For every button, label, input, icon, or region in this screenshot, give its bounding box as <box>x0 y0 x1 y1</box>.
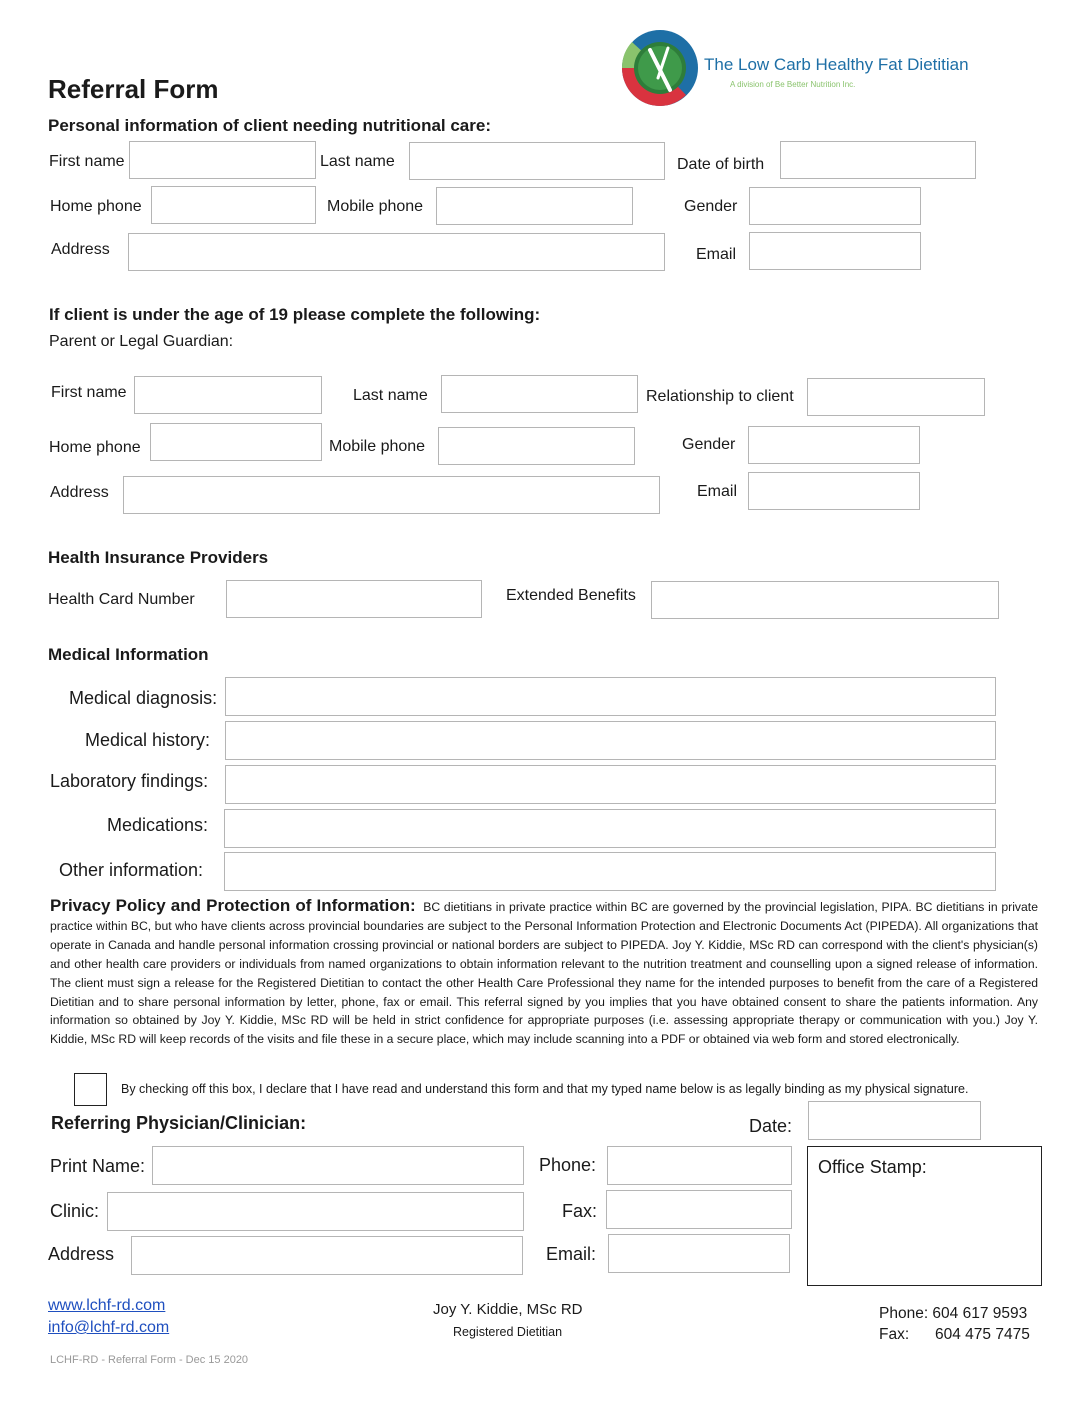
print-name-label: Print Name: <box>50 1156 146 1176</box>
medications-label: Medications: <box>107 815 209 835</box>
client-dob-label: Date of birth <box>677 156 765 173</box>
other-info-field[interactable] <box>224 852 996 891</box>
dietitian-role: Registered Dietitian <box>453 1325 563 1339</box>
medical-diagnosis-label: Medical diagnosis: <box>69 688 218 708</box>
client-home-phone-label: Home phone <box>50 198 142 215</box>
medical-history-label: Medical history: <box>85 730 211 750</box>
fax-label: Fax: <box>562 1201 598 1221</box>
guardian-subheading: Parent or Legal Guardian: <box>49 333 234 350</box>
email-link[interactable]: info@lchf-rd.com <box>48 1319 170 1336</box>
phone-label: Phone: <box>539 1155 597 1175</box>
guardian-relationship-field[interactable] <box>807 378 985 416</box>
client-first-name-field[interactable] <box>129 141 316 179</box>
guardian-first-name-label: First name <box>51 384 127 401</box>
client-gender-label: Gender <box>684 198 738 215</box>
guardian-section-heading: If client is under the age of 19 please complete the following: <box>49 305 541 324</box>
client-section-heading: Personal information of client needing nutritional care: <box>48 116 491 135</box>
website-link[interactable]: www.lchf-rd.com <box>48 1297 166 1314</box>
fax-field[interactable] <box>606 1190 792 1229</box>
guardian-email-label: Email <box>697 483 738 500</box>
referring-email-label: Email: <box>546 1244 597 1264</box>
other-info-label: Other information: <box>59 860 204 880</box>
referring-address-label: Address <box>48 1244 115 1264</box>
client-last-name-label: Last name <box>320 153 395 170</box>
medications-field[interactable] <box>224 809 996 848</box>
office-stamp-label: Office Stamp: <box>818 1157 927 1177</box>
logo-name: The Low Carb Healthy Fat Dietitian <box>704 55 969 74</box>
medical-heading: Medical Information <box>48 645 209 664</box>
guardian-last-name-field[interactable] <box>441 375 638 413</box>
client-email-field[interactable] <box>749 232 921 270</box>
client-home-phone-field[interactable] <box>151 186 316 224</box>
medical-diagnosis-field[interactable] <box>225 677 996 716</box>
guardian-relationship-label: Relationship to client <box>646 388 794 405</box>
guardian-last-name-label: Last name <box>353 387 428 404</box>
dietitian-name: Joy Y. Kiddie, MSc RD <box>433 1301 583 1318</box>
document-id: LCHF-RD - Referral Form - Dec 15 2020 <box>50 1354 249 1366</box>
privacy-title: Privacy Policy and Protection of Information: <box>50 896 416 915</box>
referring-email-field[interactable] <box>608 1234 790 1273</box>
office-stamp-box[interactable] <box>807 1146 1042 1286</box>
guardian-mobile-phone-label: Mobile phone <box>329 438 426 455</box>
guardian-mobile-phone-field[interactable] <box>438 427 635 465</box>
lab-findings-field[interactable] <box>225 765 996 804</box>
client-gender-field[interactable] <box>749 187 921 225</box>
guardian-address-field[interactable] <box>123 476 660 514</box>
page-title: Referral Form <box>48 74 219 104</box>
clinic-label: Clinic: <box>50 1201 100 1221</box>
consent-text: By checking off this box, I declare that I have read and understand this form and that my typed name below is as legally binding as my physical signature. <box>121 1082 969 1096</box>
health-card-field[interactable] <box>226 580 482 618</box>
footer-phone: Phone: 604 617 9593 <box>879 1305 1028 1322</box>
logo-tagline: A division of Be Better Nutrition Inc. <box>730 80 856 89</box>
guardian-gender-label: Gender <box>682 436 736 453</box>
insurance-heading: Health Insurance Providers <box>48 548 269 567</box>
print-name-field[interactable] <box>152 1146 524 1185</box>
client-address-label: Address <box>51 241 110 258</box>
client-dob-field[interactable] <box>780 141 976 179</box>
health-card-label: Health Card Number <box>48 591 195 608</box>
privacy-body: BC dietitians in private practice within BC are governed by the provincial legislation, PIPA. BC dietitians in private practice within BC, but who have clients across provincial boundaries are subject to the Personal Information Protection and Electronic Documents Act (PIPEDA). All organizations that operate in Canada and handle personal information crossing provincial or national borders are subject to PIPEDA. Joy Y. Kiddie, MSc RD can correspond with the client's physician(s) and other health care providers or individuals from named organizations to obtain information relevant to the nutrition treatment and counselling upon a signed release of information. The client must sign a release for the Registered Dietitian to contact the other Health Care Professional they name for the intended purposes to benefit from the care of a Registered Dietitian and to share personal information by letter, phone, fax or email. This referral signed by you implies that you have obtained consent to share the patients information. Any information so obtained by Joy Y. Kiddie, MSc RD will be held in strict confidence for appropriate purposes (i.e. assessing appropriate therapy or communication with you.) Joy Y. Kiddie, MSc RD will keep records of the visits and file these in a secure place, which may include scanning into a PDF or obtained via web form and stored electronically. <box>50 900 1038 1047</box>
client-first-name-label: First name <box>49 153 125 170</box>
phone-field[interactable] <box>607 1146 792 1185</box>
extended-benefits-label: Extended Benefits <box>506 587 636 604</box>
guardian-home-phone-field[interactable] <box>150 423 322 461</box>
guardian-email-field[interactable] <box>748 472 920 510</box>
client-mobile-phone-field[interactable] <box>436 187 633 225</box>
client-last-name-field[interactable] <box>409 142 665 180</box>
footer-fax-label: Fax: <box>879 1326 910 1343</box>
logo-plate-icon <box>620 28 700 108</box>
guardian-first-name-field[interactable] <box>134 376 322 414</box>
client-email-label: Email <box>696 246 737 263</box>
client-mobile-phone-label: Mobile phone <box>327 198 424 215</box>
date-label: Date: <box>749 1116 793 1136</box>
clinic-field[interactable] <box>107 1192 524 1231</box>
footer-fax-number: 604 475 7475 <box>935 1326 1030 1343</box>
referring-address-field[interactable] <box>131 1236 523 1275</box>
consent-checkbox[interactable] <box>74 1073 107 1106</box>
medical-history-field[interactable] <box>225 721 996 760</box>
referring-heading: Referring Physician/Clinician: <box>51 1113 307 1133</box>
guardian-home-phone-label: Home phone <box>49 439 141 456</box>
extended-benefits-field[interactable] <box>651 581 999 619</box>
client-address-field[interactable] <box>128 233 665 271</box>
lab-findings-label: Laboratory findings: <box>50 771 209 791</box>
date-field[interactable] <box>808 1101 981 1140</box>
guardian-address-label: Address <box>50 484 109 501</box>
privacy-policy <box>50 897 1038 1049</box>
guardian-gender-field[interactable] <box>748 426 920 464</box>
